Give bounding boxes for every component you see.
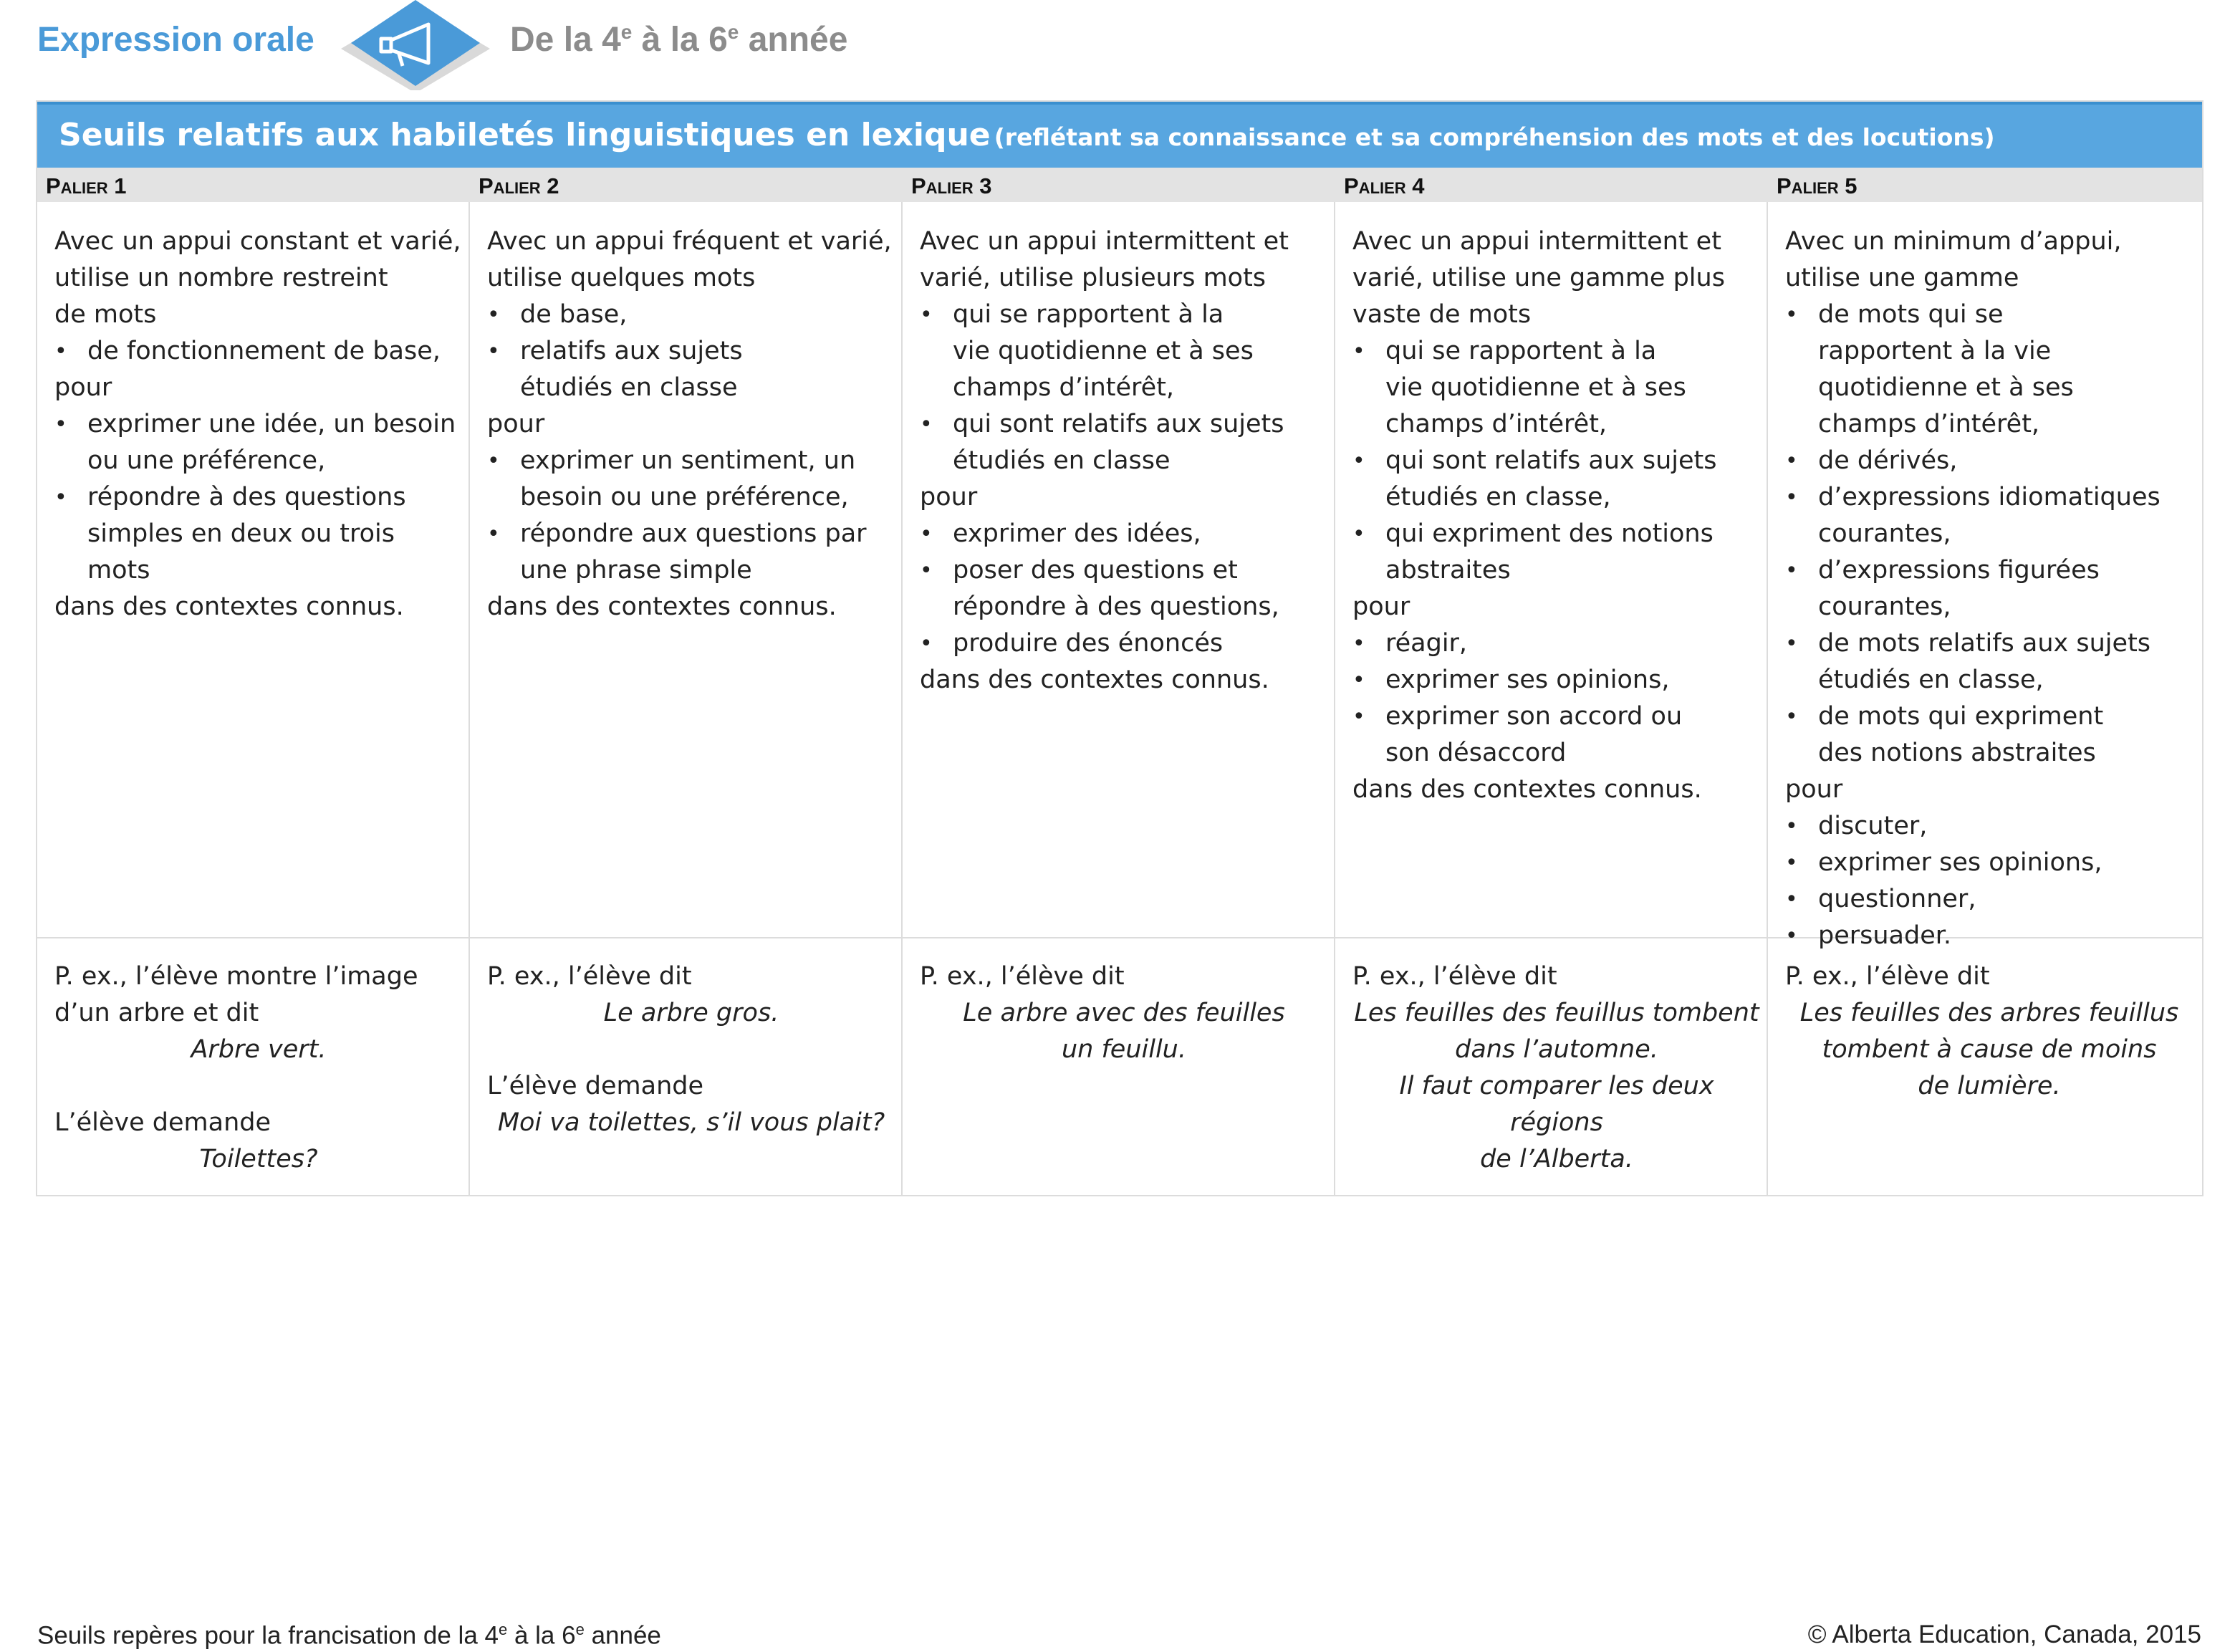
example-quote: Il faut comparer les deux régions (1399, 1072, 1714, 1137)
descriptor-list (1785, 297, 2193, 772)
column-divider (901, 202, 903, 1195)
descriptor-intro: Avec un appui fréquent et varié, (487, 227, 892, 256)
list-item: • d’expressions idiomatiques courantes, (1785, 479, 2162, 552)
example-quote: de l’Alberta. (1480, 1145, 1633, 1173)
descriptor-intro: vaste de mots (1352, 300, 1532, 329)
descriptor-list (1352, 625, 1761, 772)
column-divider (1334, 202, 1335, 1195)
descriptor-intro: varié, utilise une gamme plus (1352, 264, 1725, 292)
example-cell-3 (920, 959, 1328, 1068)
example-cell-4 (1352, 959, 1761, 1178)
list-item: • exprimer ses opinions, (1352, 662, 1761, 698)
list-item: • qui se rapportent à la vie quotidienne et à ses champs d’intérêt, (1352, 333, 1686, 443)
example-cell-2 (487, 959, 895, 1141)
level-header: Palier 4 (1344, 173, 1425, 198)
example-quote: dans l’automne. (1455, 1035, 1658, 1064)
example-quote: Toilettes? (199, 1145, 318, 1173)
example-quote: Le arbre avec des feuilles (963, 999, 1285, 1027)
level-header: Palier 5 (1777, 173, 1857, 198)
descriptor-cell-2 (487, 224, 895, 625)
descriptor-connector: pour (54, 373, 112, 402)
descriptor-outro: dans des contextes connus. (920, 666, 1269, 694)
descriptor-outro: dans des contextes connus. (487, 592, 837, 621)
table-title: Seuils relatifs aux habiletés linguistiques en lexique (59, 117, 991, 153)
grade-range: De la 4e à la 6e année (510, 21, 848, 59)
example-cell-5 (1785, 959, 2193, 1105)
descriptor-list (54, 406, 463, 589)
example-quote: un feuillu. (1061, 1035, 1186, 1064)
subject-title: Expression orale (37, 21, 314, 59)
megaphone-icon (337, 0, 494, 90)
list-item: • qui sont relatifs aux sujets étudiés en classe, (1352, 443, 1761, 516)
descriptor-list (487, 443, 895, 589)
example-text: P. ex., l’élève dit (1785, 962, 1990, 991)
example-quote: Les feuilles des arbres feuillus (1799, 999, 2179, 1027)
example-cell-1 (54, 959, 463, 1178)
list-item: • répondre à des questions simples en deux ou trois mots (54, 479, 463, 589)
list-item: • qui sont relatifs aux sujets étudiés en classe (920, 406, 1328, 479)
table-subtitle: (reflétant sa connaissance et sa compréhension des mots et des locutions) (994, 123, 1995, 151)
list-item: • exprimer des idées, (920, 516, 1328, 552)
list-item: • d’expressions figurées courantes, (1785, 552, 2119, 625)
descriptor-list (920, 516, 1328, 662)
descriptor-list (1785, 808, 2193, 954)
descriptor-intro: utilise quelques mots (487, 264, 756, 292)
descriptor-intro: utilise un nombre restreint (54, 264, 388, 292)
list-item: • questionner, (1785, 881, 2193, 918)
example-quote: Moi va toilettes, s’il vous plait? (497, 1108, 885, 1137)
footer-document-title: Seuils repères pour la francisation de la 4e à la 6e année (37, 1620, 661, 1650)
descriptor-cell-1 (54, 224, 463, 625)
descriptor-list (487, 297, 895, 406)
example-quote: Le arbre gros. (603, 999, 779, 1027)
descriptor-connector: pour (920, 483, 978, 512)
list-item: • exprimer un sentiment, un besoin ou une préférence, (487, 443, 895, 516)
level-header: Palier 2 (479, 173, 559, 198)
descriptor-cell-5 (1785, 224, 2193, 954)
table-banner (37, 102, 2202, 168)
example-quote: Arbre vert. (191, 1035, 327, 1064)
descriptor-connector: pour (1352, 592, 1410, 621)
descriptor-intro: Avec un appui intermittent et (1352, 227, 1721, 256)
descriptor-connector: pour (487, 410, 545, 438)
list-item: • répondre aux questions par une phrase simple (487, 516, 895, 589)
descriptor-cell-4 (1352, 224, 1761, 808)
list-item: • de fonctionnement de base, (54, 333, 463, 370)
descriptor-intro: Avec un appui intermittent et (920, 227, 1289, 256)
descriptor-connector: pour (1785, 775, 1843, 804)
example-text: P. ex., l’élève dit (487, 962, 692, 991)
example-text: P. ex., l’élève dit (920, 962, 1125, 991)
descriptor-list (1352, 333, 1761, 589)
list-item: • de mots qui expriment des notions abstraites (1785, 698, 2119, 772)
example-text: P. ex., l’élève montre l’image (54, 962, 418, 991)
list-item: • poser des questions et répondre à des questions, (920, 552, 1328, 625)
descriptor-outro: dans des contextes connus. (54, 592, 404, 621)
list-item: • produire des énoncés (920, 625, 1328, 662)
example-text: L’élève demande (487, 1072, 704, 1100)
descriptor-intro: de mots (54, 300, 157, 329)
level-header: Palier 3 (911, 173, 992, 198)
list-item: • exprimer une idée, un besoin ou une préférence, (54, 406, 463, 479)
example-quote: Les feuilles des feuillus tombent (1354, 999, 1759, 1027)
list-item: • persuader. (1785, 918, 2193, 954)
example-quote: tombent à cause de moins (1822, 1035, 2157, 1064)
thresholds-table (36, 100, 2203, 1196)
level-header: Palier 1 (46, 173, 127, 198)
list-item: • qui expriment des notions abstraites (1352, 516, 1761, 589)
list-item: • exprimer ses opinions, (1785, 845, 2193, 881)
list-item: • de base, (487, 297, 895, 333)
list-item: • exprimer son accord ou son désaccord (1352, 698, 1686, 772)
example-text: d’un arbre et dit (54, 999, 259, 1027)
descriptor-list (54, 333, 463, 370)
column-divider (468, 202, 470, 1195)
example-text: L’élève demande (54, 1108, 271, 1137)
descriptor-intro: Avec un appui constant et varié, (54, 227, 461, 256)
list-item: • discuter, (1785, 808, 2193, 845)
list-item: • qui se rapportent à la vie quotidienne et à ses champs d’intérêt, (920, 297, 1254, 406)
descriptor-list (920, 297, 1328, 479)
footer-copyright: © Alberta Education, Canada, 2015 (1807, 1620, 2201, 1648)
column-divider (1767, 202, 1768, 1195)
list-item: • de mots relatifs aux sujets étudiés en classe, (1785, 625, 2193, 698)
descriptor-intro: utilise une gamme (1785, 264, 2019, 292)
example-quote: de lumière. (1918, 1072, 2061, 1100)
list-item: • de mots qui se rapportent à la vie quotidienne et à ses champs d’intérêt, (1785, 297, 2140, 443)
descriptor-intro: Avec un minimum d’appui, (1785, 227, 2122, 256)
list-item: • réagir, (1352, 625, 1761, 662)
descriptor-intro: varié, utilise plusieurs mots (920, 264, 1267, 292)
list-item: • de dérivés, (1785, 443, 2193, 479)
example-text: P. ex., l’élève dit (1352, 962, 1557, 991)
level-header-row (37, 168, 2202, 202)
descriptor-outro: dans des contextes connus. (1352, 775, 1702, 804)
list-item: • relatifs aux sujets étudiés en classe (487, 333, 835, 406)
descriptor-cell-3 (920, 224, 1328, 698)
